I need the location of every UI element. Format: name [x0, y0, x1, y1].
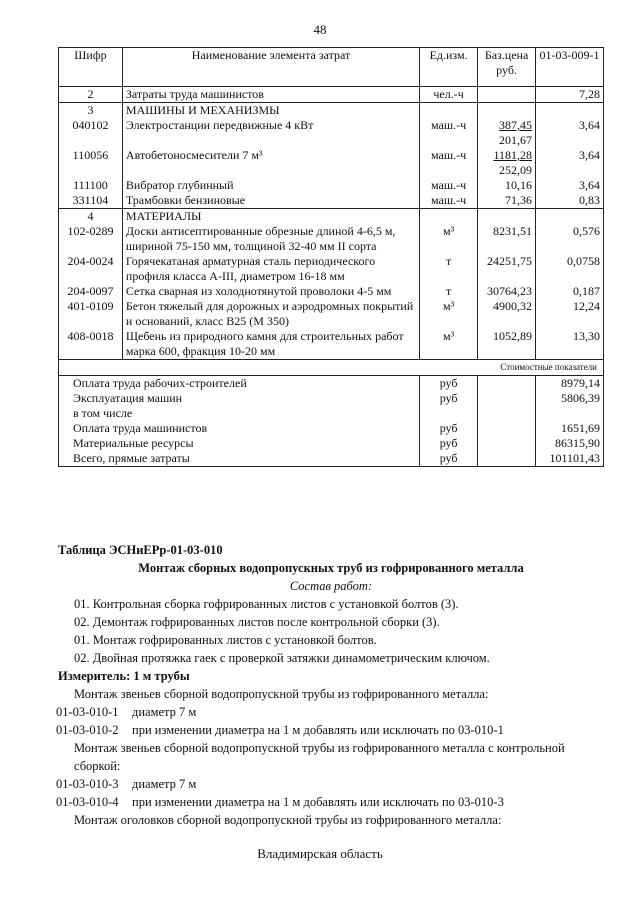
table-row: 2 Затраты труда машинистов чел.-ч 7,28 [59, 87, 604, 103]
table-row: 204-0097 Сетка сварная из холоднотянутой проволоки 4-5 мм т 30764,23 0,187 [59, 284, 604, 299]
table-row: 401-0109 Бетон тяжелый для дорожных и аэродромных покрытий и оснований, класс В25 (М 350) м³ 4900,32 12,24 [59, 299, 604, 329]
header-name: Наименование элемента затрат [122, 48, 419, 87]
table-row: 040102 Электростанции передвижные 4 кВт маш.-ч 387,45 201,67 3,64 [59, 118, 604, 148]
cost-indicators-label: Стоимостные показатели [59, 360, 604, 376]
page-number: 48 [313, 22, 327, 37]
header-norm: 01-03-009-1 [536, 48, 604, 87]
table-row-section: 4 МАТЕРИАЛЫ [59, 209, 604, 225]
work-item: 02. Двойная протяжка гаек с проверкой затяжки динамометрическим ключом. [74, 651, 490, 665]
table-row: 408-0018 Щебень из природного камня для строительных работ марка 600, фракция 10-20 мм м³ 1052,89 13,30 [59, 329, 604, 360]
table-description [58, 541, 604, 829]
group-heading: Монтаж звеньев сборной водопропускной трубы из гофрированного металла: [74, 687, 489, 701]
header-code: Шифр [59, 48, 123, 87]
norm-item: 01-03-010-2 при изменении диаметра на 1 м добавлять или исключать по 03-010-1 [56, 723, 504, 737]
group-heading: Монтаж звеньев сборной водопропускной трубы из гофрированного металла с контрольной сборкой: [74, 741, 565, 773]
totals-row: Оплата труда рабочих-строителей руб 8979,14 [59, 376, 604, 392]
group-heading: Монтаж оголовков сборной водопропускной трубы из гофрированного металла: [74, 813, 502, 827]
table-row: 111100 Вибратор глубинный маш.-ч 10,16 3,64 [59, 178, 604, 193]
table-row-section: 3 МАШИНЫ И МЕХАНИЗМЫ [59, 103, 604, 119]
totals-row: Эксплуатация машин руб 5806,39 [59, 391, 604, 406]
header-price: Баз.цена руб. [478, 48, 536, 87]
table-row: 110056 Автобетоносмесители 7 м³ маш.-ч 1181,28 252,09 3,64 [59, 148, 604, 178]
work-item: 02. Демонтаж гофрированных листов после контрольной сборки (3). [74, 615, 440, 629]
section-label-row [59, 360, 604, 376]
meter-label: Измеритель: 1 м трубы [58, 669, 190, 683]
totals-row: Всего, прямые затраты руб 101101,43 [59, 451, 604, 467]
works-subtitle: Состав работ: [289, 579, 373, 593]
norm-item: 01-03-010-3 диаметр 7 м [56, 777, 197, 791]
totals-row: Оплата труда машинистов руб 1651,69 [59, 421, 604, 436]
table-header-row [59, 48, 604, 87]
norm-item: 01-03-010-1 диаметр 7 м [56, 705, 197, 719]
totals-row: в том числе [59, 406, 604, 421]
cost-table [58, 47, 604, 467]
table-id: Таблица ЭСНиЕРр-01-03-010 [58, 543, 223, 557]
table-row: 204-0024 Горячекатаная арматурная сталь периодического профиля класса А-III, диаметром 16-18 мм т 24251,75 0,0758 [59, 254, 604, 284]
table-row: 331104 Трамбовки бензиновые маш.-ч 71,36 0,83 [59, 193, 604, 209]
totals-row: Материальные ресурсы руб 86315,90 [59, 436, 604, 451]
work-item: 01. Контрольная сборка гофрированных листов с установкой болтов (3). [74, 597, 459, 611]
region-footer: Владимирская область [257, 846, 383, 861]
work-item: 01. Монтаж гофрированных листов с установкой болтов. [74, 633, 377, 647]
norm-item: 01-03-010-4 при изменении диаметра на 1 м добавлять или исключать по 03-010-3 [56, 795, 504, 809]
header-unit: Ед.изм. [420, 48, 478, 87]
table-row: 102-0289 Доски антисептированные обрезные длиной 4-6,5 м, шириной 75-150 мм, толщиной 32-40 мм II сорта м³ 8231,51 0,576 [59, 224, 604, 254]
section-title: Монтаж сборных водопропускных труб из гофрированного металла [138, 561, 524, 575]
